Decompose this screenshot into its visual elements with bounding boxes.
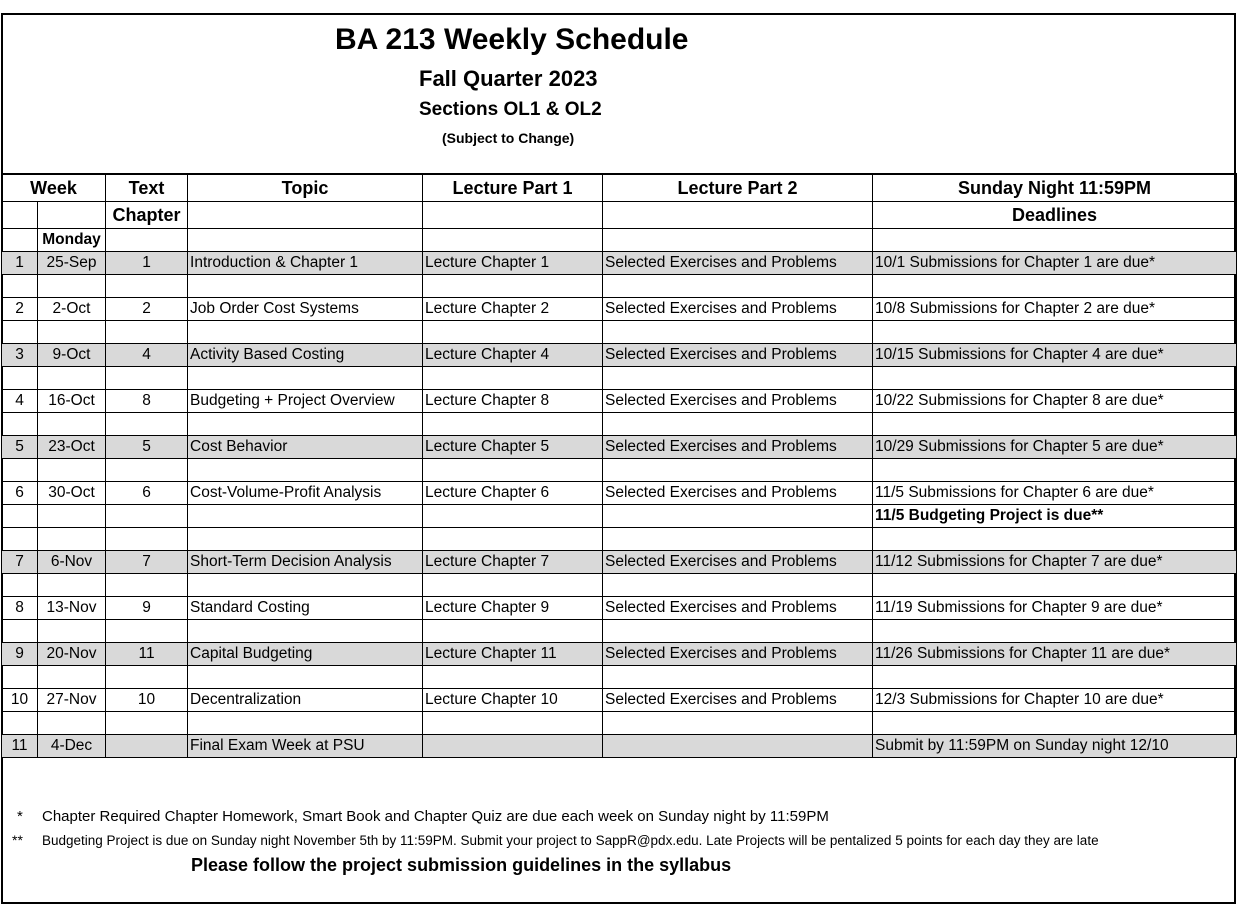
table-row <box>2 689 1237 712</box>
lecture-2-cell: Selected Exercises and Problems <box>603 252 873 275</box>
column-header-lecture-2: Lecture Part 2 <box>603 174 873 202</box>
term-label: Fall Quarter 2023 <box>419 66 598 91</box>
deadline-cell: 10/15 Submissions for Chapter 4 are due* <box>873 344 1237 367</box>
chapter-cell: 2 <box>106 298 188 321</box>
table-row <box>2 390 1237 413</box>
table-row <box>2 436 1237 459</box>
header-row-2 <box>2 202 1237 229</box>
monday-label: Monday <box>38 229 106 252</box>
lecture-2-cell: Selected Exercises and Problems <box>603 298 873 321</box>
week-cell: 2 <box>2 298 38 321</box>
chapter-cell: 7 <box>106 551 188 574</box>
footnote-2-mark: ** <box>12 832 23 848</box>
spacer-row <box>2 666 1237 689</box>
spacer-row <box>2 321 1237 344</box>
chapter-cell <box>106 735 188 758</box>
topic-cell: Standard Costing <box>188 597 423 620</box>
week-cell: 8 <box>2 597 38 620</box>
topic-cell: Final Exam Week at PSU <box>188 735 423 758</box>
schedule-sheet <box>1 13 1236 904</box>
table-row <box>2 482 1237 505</box>
deadline-cell: 11/12 Submissions for Chapter 7 are due* <box>873 551 1237 574</box>
lecture-1-cell: Lecture Chapter 6 <box>423 482 603 505</box>
chapter-cell: 9 <box>106 597 188 620</box>
schedule-rows <box>2 252 1237 758</box>
sections-label: Sections OL1 & OL2 <box>419 99 602 120</box>
title-block <box>3 15 1234 173</box>
column-header-text: Text <box>106 174 188 202</box>
lecture-1-cell: Lecture Chapter 2 <box>423 298 603 321</box>
deadline-cell: Submit by 11:59PM on Sunday night 12/10 <box>873 735 1237 758</box>
chapter-cell: 1 <box>106 252 188 275</box>
deadline-cell: 11/5 Submissions for Chapter 6 are due* <box>873 482 1237 505</box>
week-cell: 11 <box>2 735 38 758</box>
date-cell: 2-Oct <box>38 298 106 321</box>
lecture-2-cell: Selected Exercises and Problems <box>603 551 873 574</box>
date-cell: 16-Oct <box>38 390 106 413</box>
table-row <box>2 344 1237 367</box>
lecture-2-cell: Selected Exercises and Problems <box>603 482 873 505</box>
subject-to-change-note: (Subject to Change) <box>442 130 575 146</box>
week-cell: 7 <box>2 551 38 574</box>
spacer-row <box>2 620 1237 643</box>
spacer-row <box>2 367 1237 390</box>
lecture-1-cell: Lecture Chapter 10 <box>423 689 603 712</box>
table-row <box>2 735 1237 758</box>
column-header-deadlines-sub: Deadlines <box>873 202 1237 229</box>
lecture-2-cell: Selected Exercises and Problems <box>603 436 873 459</box>
lecture-1-cell: Lecture Chapter 5 <box>423 436 603 459</box>
date-cell: 30-Oct <box>38 482 106 505</box>
column-header-topic: Topic <box>188 174 423 202</box>
topic-cell: Capital Budgeting <box>188 643 423 666</box>
topic-cell: Introduction & Chapter 1 <box>188 252 423 275</box>
table-row <box>2 298 1237 321</box>
column-header-deadlines: Sunday Night 11:59PM <box>873 174 1237 202</box>
week-cell: 10 <box>2 689 38 712</box>
lecture-2-cell: Selected Exercises and Problems <box>603 643 873 666</box>
spacer-row <box>2 275 1237 298</box>
topic-cell: Short-Term Decision Analysis <box>188 551 423 574</box>
lecture-2-cell: Selected Exercises and Problems <box>603 390 873 413</box>
spacer-row <box>2 574 1237 597</box>
table-row <box>2 551 1237 574</box>
topic-cell: Activity Based Costing <box>188 344 423 367</box>
table-row <box>2 643 1237 666</box>
lecture-2-cell: Selected Exercises and Problems <box>603 597 873 620</box>
topic-cell: Decentralization <box>188 689 423 712</box>
monday-row <box>2 229 1237 252</box>
deadline-cell: 11/26 Submissions for Chapter 11 are due* <box>873 643 1237 666</box>
topic-cell: Job Order Cost Systems <box>188 298 423 321</box>
extra-deadline-cell: 11/5 Budgeting Project is due** <box>873 505 1237 528</box>
date-cell: 13-Nov <box>38 597 106 620</box>
lecture-2-cell: Selected Exercises and Problems <box>603 344 873 367</box>
deadline-cell: 10/29 Submissions for Chapter 5 are due* <box>873 436 1237 459</box>
column-header-lecture-1: Lecture Part 1 <box>423 174 603 202</box>
topic-cell: Cost-Volume-Profit Analysis <box>188 482 423 505</box>
week-cell: 9 <box>2 643 38 666</box>
lecture-1-cell: Lecture Chapter 7 <box>423 551 603 574</box>
spacer-row <box>2 459 1237 482</box>
page-title: BA 213 Weekly Schedule <box>335 23 689 56</box>
deadline-cell: 10/1 Submissions for Chapter 1 are due* <box>873 252 1237 275</box>
lecture-1-cell <box>423 735 603 758</box>
date-cell: 23-Oct <box>38 436 106 459</box>
table-row <box>2 252 1237 275</box>
date-cell: 6-Nov <box>38 551 106 574</box>
lecture-2-cell <box>603 735 873 758</box>
spacer-row <box>2 712 1237 735</box>
chapter-cell: 6 <box>106 482 188 505</box>
spacer-row <box>2 528 1237 551</box>
week-cell: 3 <box>2 344 38 367</box>
topic-cell: Cost Behavior <box>188 436 423 459</box>
week-cell: 1 <box>2 252 38 275</box>
lecture-2-cell: Selected Exercises and Problems <box>603 689 873 712</box>
schedule-table <box>1 173 1237 758</box>
deadline-cell: 12/3 Submissions for Chapter 10 are due* <box>873 689 1237 712</box>
deadline-cell: 10/8 Submissions for Chapter 2 are due* <box>873 298 1237 321</box>
date-cell: 4-Dec <box>38 735 106 758</box>
chapter-cell: 8 <box>106 390 188 413</box>
chapter-cell: 4 <box>106 344 188 367</box>
date-cell: 9-Oct <box>38 344 106 367</box>
table-row-extra <box>2 505 1237 528</box>
date-cell: 20-Nov <box>38 643 106 666</box>
chapter-cell: 11 <box>106 643 188 666</box>
lecture-1-cell: Lecture Chapter 1 <box>423 252 603 275</box>
footnote-1-text: Chapter Required Chapter Homework, Smart Book and Chapter Quiz are due each week on Sunday night by 11:59PM <box>42 808 829 825</box>
spacer-row <box>2 413 1237 436</box>
lecture-1-cell: Lecture Chapter 9 <box>423 597 603 620</box>
chapter-cell: 10 <box>106 689 188 712</box>
lecture-1-cell: Lecture Chapter 8 <box>423 390 603 413</box>
week-cell: 4 <box>2 390 38 413</box>
deadline-cell: 11/19 Submissions for Chapter 9 are due* <box>873 597 1237 620</box>
deadline-cell: 10/22 Submissions for Chapter 8 are due* <box>873 390 1237 413</box>
submission-guidelines-note: Please follow the project submission guidelines in the syllabus <box>191 855 732 875</box>
footnote-2-text: Budgeting Project is due on Sunday night November 5th by 11:59PM. Submit your project to SappR@pdx.edu. Late Projects will be pentalized 5 points for each day they are late <box>42 833 1099 848</box>
lecture-1-cell: Lecture Chapter 11 <box>423 643 603 666</box>
chapter-cell: 5 <box>106 436 188 459</box>
topic-cell: Budgeting + Project Overview <box>188 390 423 413</box>
table-row <box>2 597 1237 620</box>
lecture-1-cell: Lecture Chapter 4 <box>423 344 603 367</box>
date-cell: 25-Sep <box>38 252 106 275</box>
header-row <box>2 174 1237 202</box>
week-cell: 6 <box>2 482 38 505</box>
column-header-chapter: Chapter <box>106 202 188 229</box>
column-header-week: Week <box>2 174 106 202</box>
footnote-1-mark: * <box>17 808 23 825</box>
date-cell: 27-Nov <box>38 689 106 712</box>
week-cell: 5 <box>2 436 38 459</box>
